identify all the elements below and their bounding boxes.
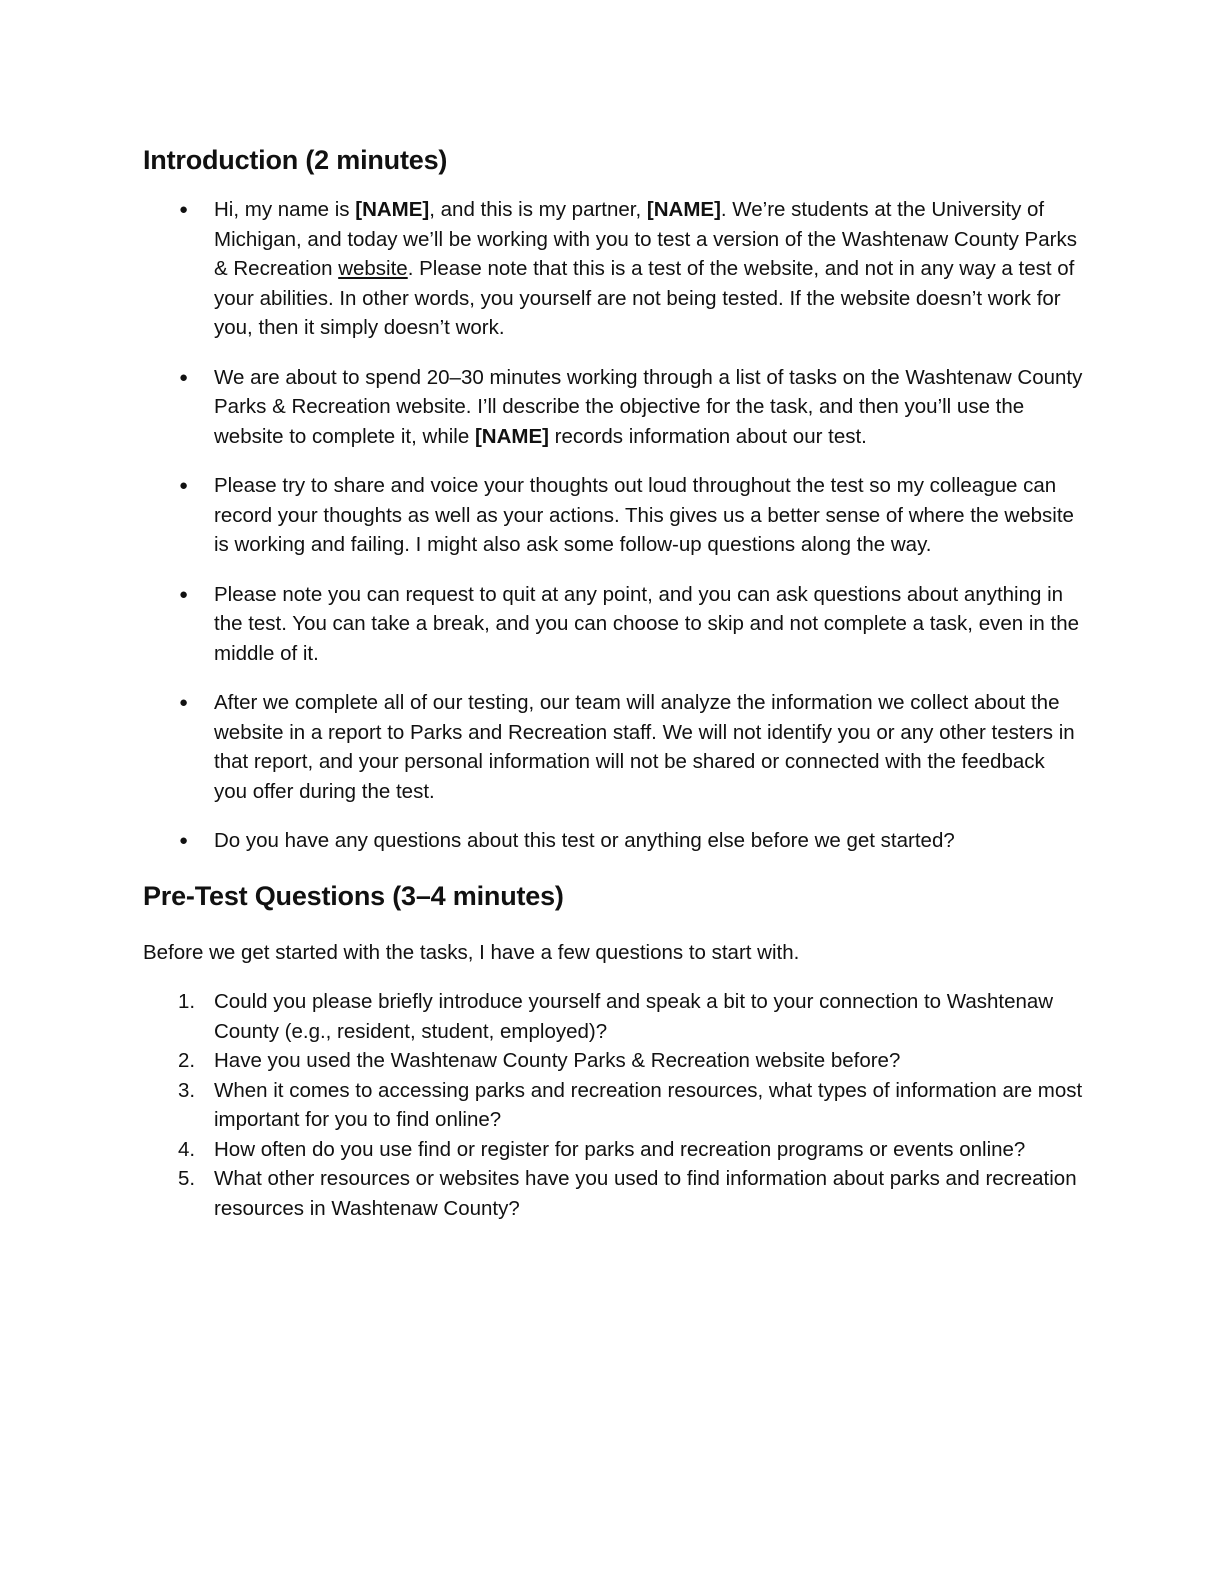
list-item: ● Hi, my name is [NAME], and this is my partner, [NAME]. We’re students at the University of Michigan, and today we’ll be working with you to test a version of the Washtenaw County Parks & Recreation website. Please note that this is a test of the website, and not in any way a test of your abilities. In other words, you yourself are not being tested. If the website doesn’t work for you, then it simply doesn’t work. xyxy=(143,195,1083,343)
list-item: 4. How often do you use find or register for parks and recreation programs or events online? xyxy=(143,1135,1083,1165)
introduction-heading: Introduction (2 minutes) xyxy=(143,145,448,175)
bullet-icon: ● xyxy=(179,585,189,603)
list-item: ● We are about to spend 20–30 minutes working through a list of tasks on the Washtenaw County Parks & Recreation website. I’ll describe the objective for the task, and then you’ll use the website to complete it, while [NAME] records information about our test. xyxy=(143,363,1083,452)
name-placeholder: [NAME] xyxy=(646,198,721,221)
list-item: ● Do you have any questions about this test or anything else before we get started? xyxy=(143,826,1083,856)
bullet-icon: ● xyxy=(179,832,189,849)
list-number: 2. xyxy=(178,1049,196,1072)
list-item: 5. What other resources or websites have you used to find information about parks and recreation resources in Washtenaw County? xyxy=(143,1164,1083,1223)
list-item: 1. Could you please briefly introduce yourself and speak a bit to your connection to Washtenaw County (e.g., resident, student, employed)? xyxy=(143,987,1083,1046)
bullet-icon: ● xyxy=(179,201,189,218)
document-page xyxy=(143,140,1083,1223)
list-number: 1. xyxy=(178,990,196,1013)
list-item: 3. When it comes to accessing parks and recreation resources, what types of information are most important for you to find online? xyxy=(143,1076,1083,1135)
list-number: 4. xyxy=(178,1137,196,1161)
list-item: ● After we complete all of our testing, our team will analyze the information we collect about the website in a report to Parks and Recreation staff. We will not identify you or any other testers in that report, and your personal information will not be shared or connected with the feedback you offer during the test. xyxy=(143,688,1083,806)
list-item: ● Please note you can request to quit at any point, and you can ask questions about anything in the test. You can take a break, and you can choose to skip and not complete a task, even in the middle of it. xyxy=(143,580,1083,669)
website-link[interactable]: website xyxy=(338,257,408,280)
pretest-question-list xyxy=(143,987,1083,1223)
list-item: ● Please try to share and voice your thoughts out loud throughout the test so my colleague can record your thoughts as well as your actions. This gives us a better sense of where the website is working and failing. I might also ask some follow-up questions along the way. xyxy=(143,471,1083,560)
bullet-icon: ● xyxy=(179,694,189,711)
introduction-list xyxy=(143,195,1083,856)
name-placeholder: [NAME] xyxy=(355,198,430,221)
pretest-heading: Pre-Test Questions (3–4 minutes) xyxy=(143,880,564,911)
bullet-icon: ● xyxy=(179,477,189,494)
list-number: 3. xyxy=(178,1078,196,1102)
pretest-lead-text: Before we get started with the tasks, I have a few questions to start with. xyxy=(143,940,800,964)
list-item: 2. Have you used the Washtenaw County Parks & Recreation website before? xyxy=(143,1046,1083,1076)
bullet-icon: ● xyxy=(179,368,189,386)
name-placeholder: [NAME] xyxy=(474,424,549,448)
list-number: 5. xyxy=(178,1167,196,1190)
